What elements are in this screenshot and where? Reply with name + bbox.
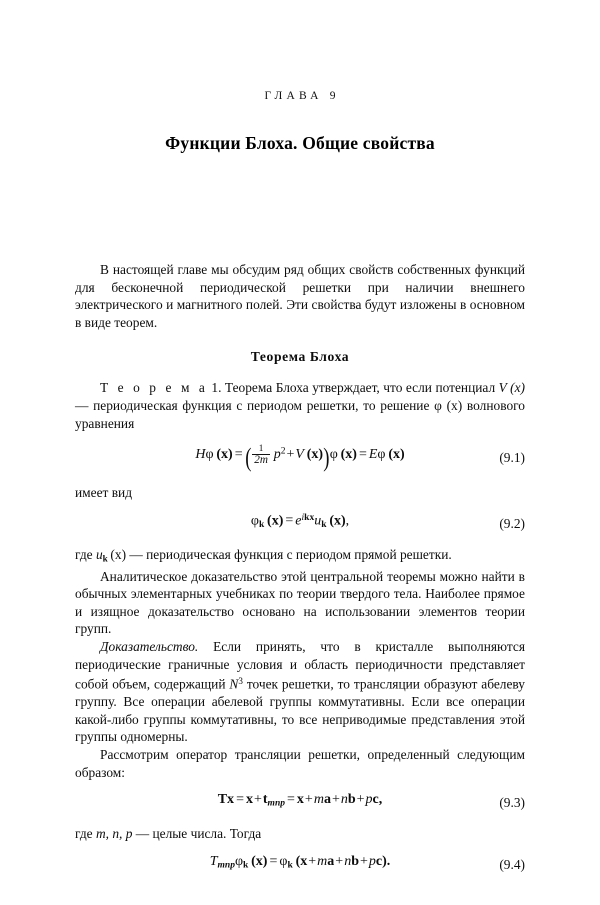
chapter-label: ГЛАВА 9 (264, 90, 340, 102)
proof-text-part1: Если принять, что в кристалле выполняются периодические граничные условия и область периодичности представляет собой объем, содержащий (75, 639, 525, 692)
mnp-symbols: m, n, p (95, 826, 133, 842)
proof-label: Доказательство. (100, 639, 199, 655)
where-mnp-lead-in (75, 825, 525, 843)
chapter-title: Функции Блоха. Общие свойства (165, 133, 435, 153)
where-mnp-before: где (75, 826, 93, 842)
wavefunction-symbol: φ (x) (434, 397, 463, 413)
theorem-number: 1. (211, 380, 222, 396)
theorem-1-paragraph (75, 379, 525, 432)
theorem-text-after: — периодическая функция с периодом решетки, то решение (75, 397, 430, 413)
where-uk-lead-in (75, 546, 525, 568)
where-uk-after: (x) — периодическая функция с периодом прямой решетки. (110, 546, 452, 562)
theorem-text-before: Теорема Блоха утверждает, что если потенциал (224, 380, 496, 396)
equation-9-1-expression: Hφ (x) =( $\frac{1}{2m}$ $p^2+V$ (x))φ (x) = Eφ (x) (195, 443, 405, 473)
equation-9-2-number: (9.2) (499, 515, 525, 531)
body-text (75, 261, 525, 876)
equation-9-2 (75, 513, 525, 535)
intro-paragraph: В настоящей главе мы обсудим ряд общих свойств собственных функций для бесконечной периодической решетки при наличии внешнего электрического и магнитного полей. Эти свойства будут изложены в основном в виде теорем. (75, 262, 525, 330)
potential-symbol: V (x) (498, 380, 525, 396)
proof-text-part2: точек решетки, то трансляции образуют абелеву группу. Все операции абелевой группы коммутативны. Если все операции какой-либо группы коммутативны, то все неприводимые представления этой группы одномерны. (75, 676, 525, 745)
equation-9-2-expression: $\varphi_k$ $(x) = e^{ikx}u_k$ (x), (250, 512, 350, 530)
lattice-count-exponent: 3 (238, 676, 243, 687)
uk-symbol: u (95, 546, 103, 562)
analytic-proof-paragraph: Аналитическое доказательство этой центральной теоремы можно найти в обычных элементарных учебниках по теории твердого тела. Наиболее прямое и изящное доказательство основано на использовании элементов теории групп. (75, 568, 525, 637)
equation-9-1-number: (9.1) (499, 450, 525, 466)
equation-9-3 (75, 792, 525, 814)
equation-9-4-expression: $T_{mnp}\varphi_k$ $(x) = \varphi_k$ (x+ma+nb+pc). (209, 853, 391, 871)
equation-9-4 (75, 854, 525, 876)
theorem-text-end: волнового уравнения (75, 397, 525, 431)
equation-9-4-number: (9.4) (499, 856, 525, 872)
text-column (75, 0, 525, 887)
has-form-lead-in: имеет вид (75, 485, 133, 501)
section-heading-bloch-theorem: Теорема Блоха (250, 349, 350, 365)
consider-operator-paragraph: Рассмотрим оператор трансляции решетки, определенный следующим образом: (75, 747, 525, 780)
theorem-marker: Т е о р е м а (100, 380, 208, 396)
equation-9-3-expression: $Tx = x+t_{mnp} = x+ma+nb+pc$, (217, 792, 383, 809)
equation-9-3-number: (9.3) (499, 795, 525, 811)
uk-subscript: k (102, 553, 108, 564)
equation-9-1 (75, 443, 525, 473)
lattice-count-symbol: N (229, 676, 239, 692)
where-uk-before: где (75, 546, 93, 562)
proof-paragraph (75, 638, 525, 746)
where-mnp-after: — целые числа. Тогда (135, 826, 262, 842)
